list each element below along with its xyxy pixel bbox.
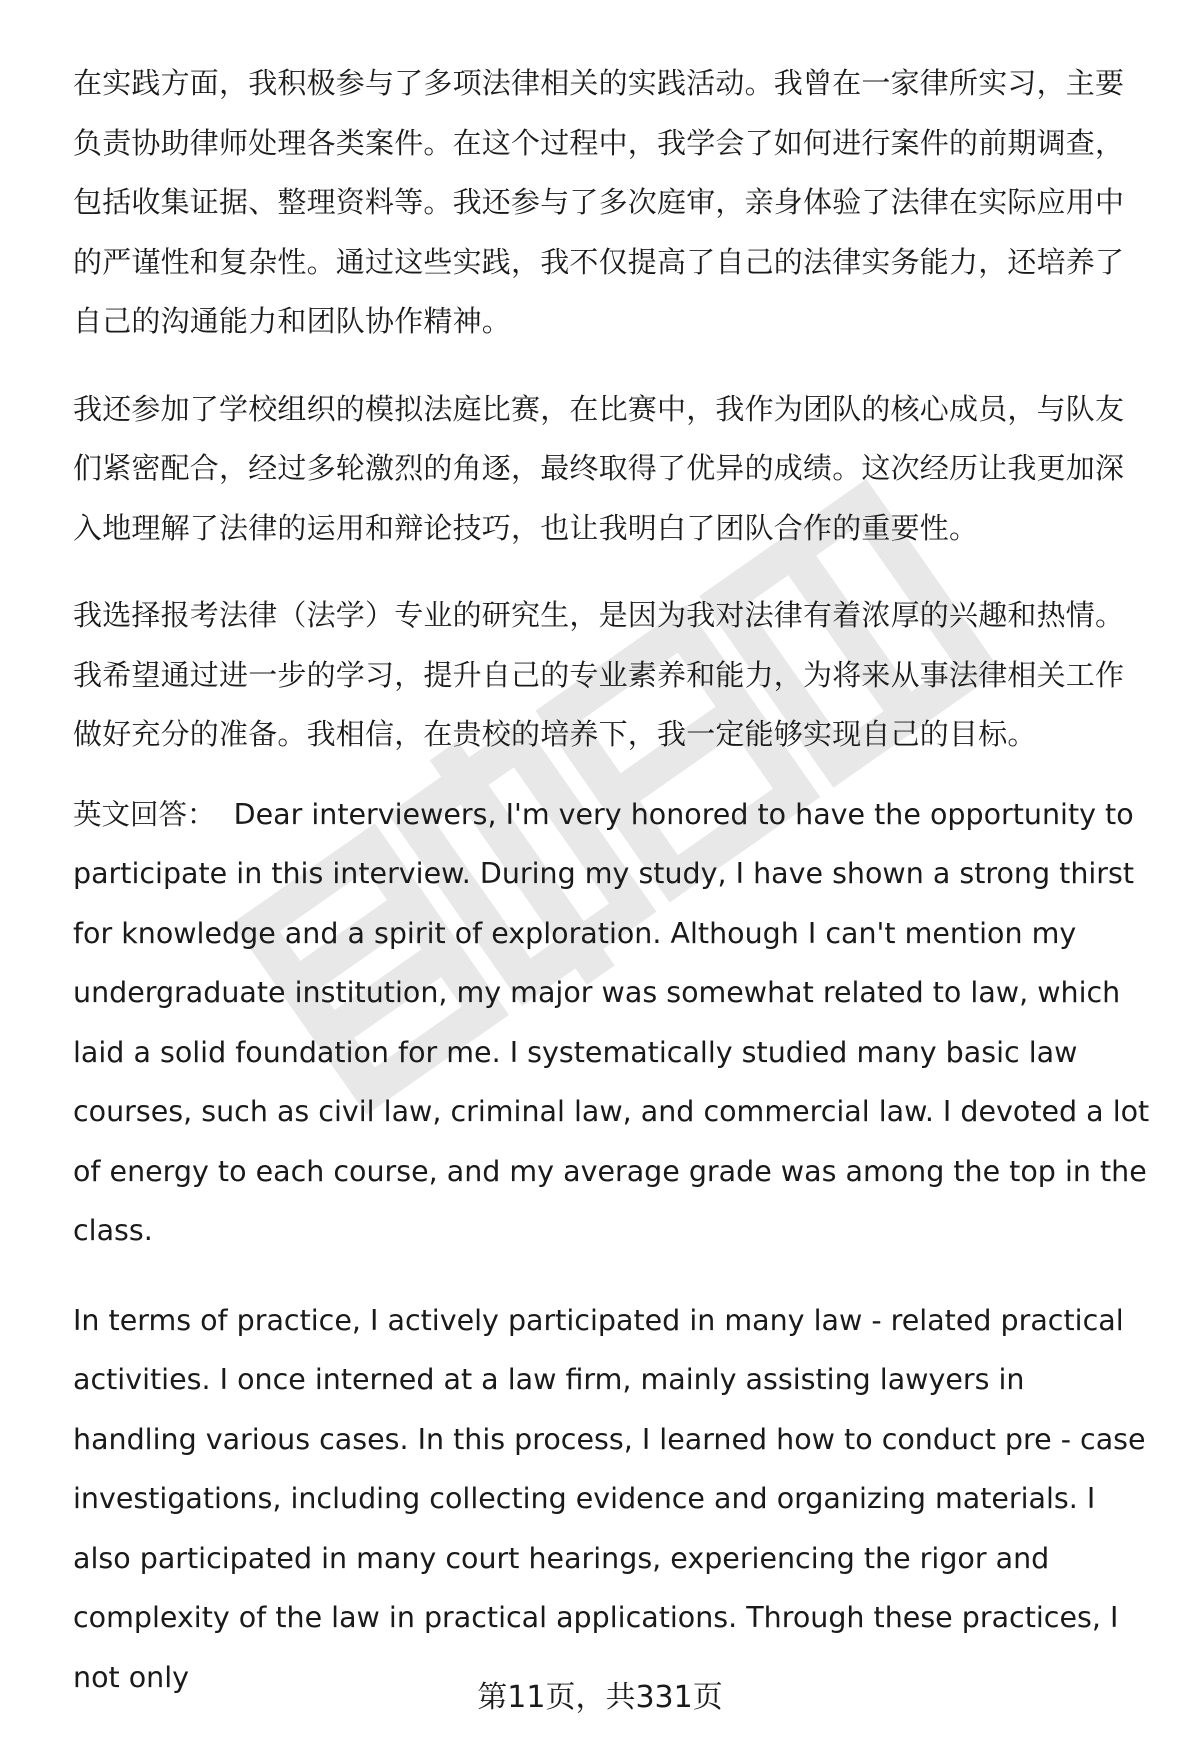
paragraph-moot-court-zh: 我还参加了学校组织的模拟法庭比赛，在比赛中，我作为团队的核心成员，与队友们紧密配合，经过多轮激烈的角逐，最终取得了优异的成绩。这次经历让我更加深入地理解了法律的运用和辩论技巧，也让我明白了团队合作的重要性。 <box>73 391 1125 545</box>
page-number-footer: 第11页，共331页 <box>477 1680 723 1715</box>
paragraph-practice-zh: 在实践方面，我积极参与了多项法律相关的实践活动。我曾在一家律所实习，主要负责协助律师处理各类案件。在这个过程中，我学会了如何进行案件的前期调查，包括收集证据、整理资料等。我还参与了多次庭审，亲身体验了法律在实际应用中的严谨性和复杂性。通过这些实践，我不仅提高了自己的法律实务能力，还培养了自己的沟通能力和团队协作精神。 <box>73 66 1125 338</box>
paragraph-english-answer-intro: 英文回答： Dear interviewers, I'm very honored to have the opportunity to participate in this interview. During my study, I have shown a strong thirst for knowledge and a spirit of exploration. Although I can't mention my undergraduate institution, my major was somewhat related to law, which laid a solid foundation for me. I systematically studied many basic law courses, such as civil law, criminal law, and commercial law. I devoted a lot of energy to each course, and my average grade was among the top in the class. <box>73 797 1159 1247</box>
document-body <box>73 54 1159 1707</box>
paragraph-english-practice: In terms of practice, I actively participated in many law - related practical activities. I once interned at a law firm, mainly assisting lawyers in handling various cases. In this process, I learned how to conduct pre - case investigations, including collecting evidence and organizing materials. I also participated in many court hearings, experiencing the rigor and complexity of the law in practical applications. Through these practices, I not only <box>73 1303 1155 1694</box>
paragraph-motivation-zh: 我选择报考法律（法学）专业的研究生，是因为我对法律有着浓厚的兴趣和热情。我希望通过进一步的学习，提升自己的专业素养和能力，为将来从事法律相关工作做好充分的准备。我相信，在贵校的培养下，我一定能够实现自己的目标。 <box>73 598 1125 751</box>
